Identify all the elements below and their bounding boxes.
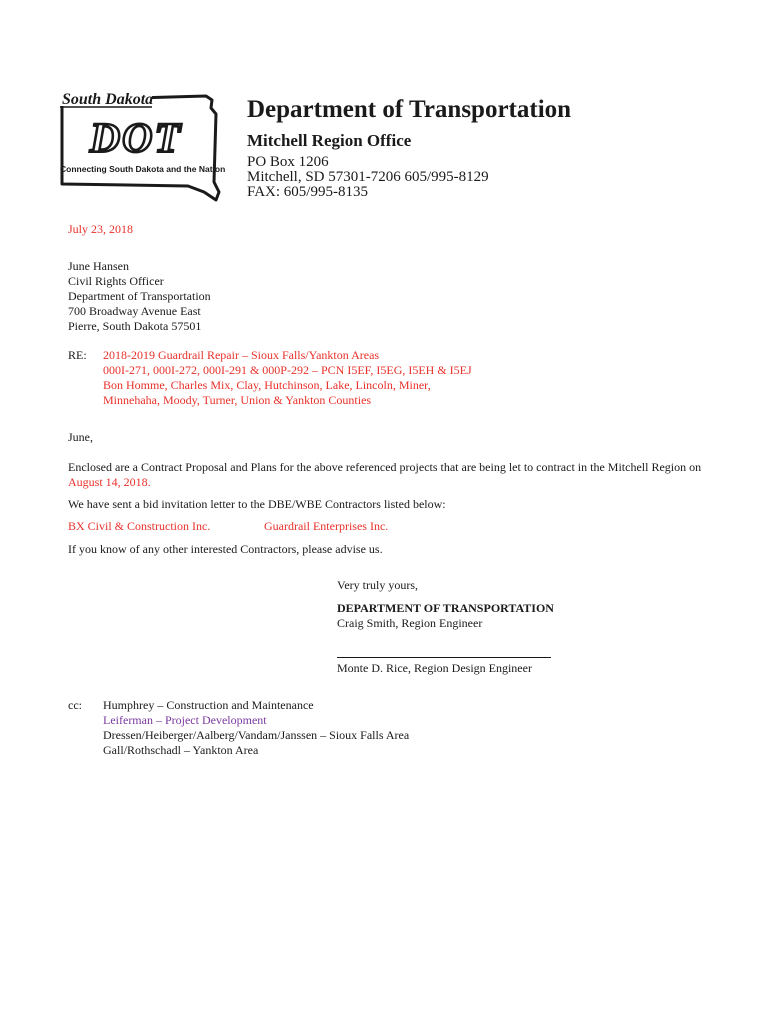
re-line: 2018-2019 Guardrail Repair – Sioux Falls/Yankton Areas <box>103 348 380 362</box>
body-paragraph-2: We have sent a bid invitation letter to the DBE/WBE Contractors listed below: <box>68 497 446 511</box>
recipient-line: Pierre, South Dakota 57501 <box>68 319 202 333</box>
re-line: 000I-271, 000I-272, 000I-291 & 000P-292 – PCN I5EF, I5EG, I5EH & I5EJ <box>103 363 472 377</box>
paragraph-text: Enclosed are a Contract Proposal and Plans for the above referenced projects that are being let to contract in the Mitchell Region on <box>68 460 702 474</box>
letter-date: July 23, 2018 <box>68 222 134 236</box>
sd-dot-logo <box>56 86 222 204</box>
signature-name: Craig Smith, Region Engineer <box>337 616 483 630</box>
re-label: RE: <box>68 348 87 362</box>
state-outline-icon <box>56 86 222 204</box>
cc-list <box>103 698 409 758</box>
address-fax: FAX: 605/995-8135 <box>247 184 368 200</box>
cc-item: Humphrey – Construction and Maintenance <box>103 698 314 712</box>
address-po-box: PO Box 1206 <box>247 154 329 170</box>
letting-date: August 14, 2018. <box>68 475 151 489</box>
cc-item: Gall/Rothschadl – Yankton Area <box>103 743 259 757</box>
closing: Very truly yours, <box>337 578 418 592</box>
recipient-line: Civil Rights Officer <box>68 274 164 288</box>
body-paragraph-3: If you know of any other interested Contractors, please advise us. <box>68 542 383 556</box>
cc-label: cc: <box>68 698 82 712</box>
signature-name: Monte D. Rice, Region Design Engineer <box>337 661 532 675</box>
re-line: Bon Homme, Charles Mix, Clay, Hutchinson, Lake, Lincoln, Miner, <box>103 378 431 392</box>
body-paragraph-1 <box>68 460 708 490</box>
recipient-address <box>68 259 211 334</box>
cc-item: Dressen/Heiberger/Aalberg/Vandam/Janssen – Sioux Falls Area <box>103 728 410 742</box>
re-subject <box>103 348 472 408</box>
address-city-phone: Mitchell, SD 57301-7206 605/995-8129 <box>247 169 489 185</box>
signature-organization: DEPARTMENT OF TRANSPORTATION <box>337 601 554 615</box>
department-title: Department of Transportation <box>247 96 572 123</box>
contractor-name: Guardrail Enterprises Inc. <box>264 519 389 533</box>
signature-line <box>337 657 551 658</box>
salutation: June, <box>68 430 93 444</box>
office-name: Mitchell Region Office <box>247 131 412 150</box>
re-line: Minnehaha, Moody, Turner, Union & Yankton Counties <box>103 393 372 407</box>
recipient-line: June Hansen <box>68 259 129 273</box>
contractor-name: BX Civil & Construction Inc. <box>68 519 211 533</box>
logo-letters: DOT <box>89 116 183 162</box>
recipient-line: 700 Broadway Avenue East <box>68 304 201 318</box>
recipient-line: Department of Transportation <box>68 289 211 303</box>
logo-script-text: South Dakota <box>62 91 154 108</box>
logo-tagline: Connecting South Dakota and the Nation <box>60 164 226 174</box>
cc-item: Leiferman – Project Development <box>103 713 267 727</box>
